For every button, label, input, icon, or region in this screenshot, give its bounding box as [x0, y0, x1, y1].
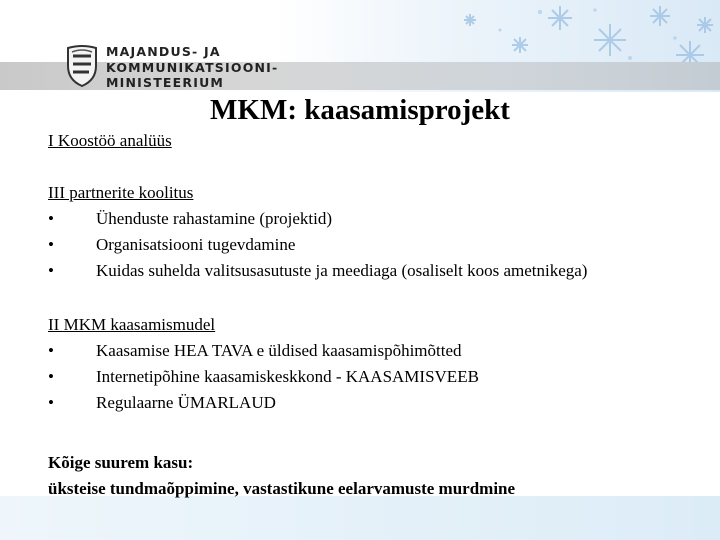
section-heading: III partnerite koolitus — [48, 183, 194, 202]
list-item-text: Ühenduste rahastamine (projektid) — [96, 209, 333, 228]
section-heading: I Koostöö analüüs — [48, 131, 172, 150]
ministry-line-1: MAJANDUS- JA — [106, 44, 221, 59]
list-item-text: Organisatsiooni tugevdamine — [96, 235, 296, 254]
list-item — [48, 364, 479, 390]
list-item-text: Internetipõhine kaasamiskeskkond - KAASAMISVEEB — [96, 367, 479, 386]
list-item — [48, 338, 479, 364]
section-cooperation-analysis — [48, 128, 172, 154]
bullet: • — [48, 235, 54, 254]
section-heading: II MKM kaasamismudel — [48, 315, 216, 334]
bullet: • — [48, 261, 54, 280]
bullet: • — [48, 393, 54, 412]
coat-of-arms-icon — [64, 44, 100, 88]
section-engagement-model — [48, 312, 479, 416]
list-item — [48, 232, 587, 258]
list-item-text: Regulaarne ÜMARLAUD — [96, 393, 276, 412]
section-biggest-benefit — [48, 450, 515, 502]
ministry-name — [106, 44, 278, 91]
bullet: • — [48, 367, 54, 386]
page-title: MKM: kaasamisprojekt — [210, 94, 510, 126]
header-band — [0, 0, 720, 92]
benefit-text: üksteise tundmaõppimine, vastastikune eelarvamuste murdmine — [48, 479, 516, 498]
bottom-band — [0, 496, 720, 540]
ministry-line-3: MINISTEERIUM — [106, 75, 225, 90]
bullet: • — [48, 209, 54, 228]
list-item — [48, 206, 587, 232]
ministry-line-2: KOMMUNIKATSIOONI- — [106, 59, 279, 75]
bullet: • — [48, 341, 54, 360]
benefit-label: Kõige suurem kasu: — [48, 453, 194, 472]
list-item — [48, 390, 479, 416]
section-partner-training — [48, 180, 587, 284]
list-item — [48, 258, 587, 284]
list-item-text: Kuidas suhelda valitsusasutuste ja meediaga (osaliselt koos ametnikega) — [96, 261, 588, 280]
list-item-text: Kaasamise HEA TAVA e üldised kaasamispõhimõtted — [96, 341, 462, 360]
